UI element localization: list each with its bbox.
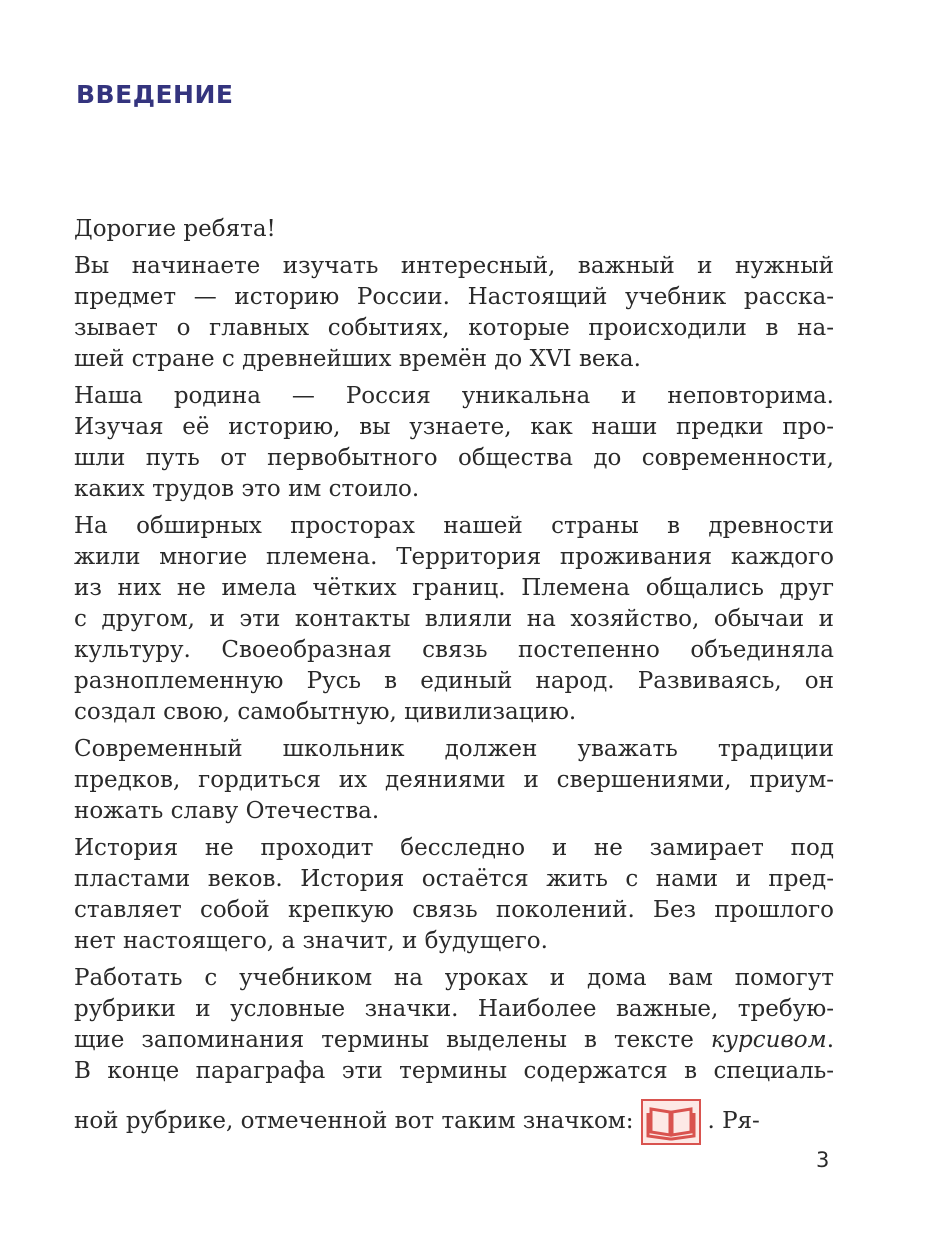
text-line: Работать с учебником на уроках и дома вам помогут	[74, 965, 834, 991]
body-text	[38, 214, 834, 1155]
paragraph-6	[38, 963, 834, 1149]
text-line: с другом, и эти контакты влияли на хозяйство, обычаи и	[74, 606, 834, 632]
text-line: создал свою, самобытную, цивилизацию.	[74, 699, 577, 725]
text-line: культуру. Своеобразная связь постепенно объединяла	[74, 637, 834, 663]
paragraph-3	[38, 511, 834, 728]
text-line: пластами веков. История остаётся жить с нами и пред-	[74, 866, 834, 892]
italic-term: курсивом	[710, 1027, 827, 1053]
paragraph-4	[38, 734, 834, 827]
text-fragment: . Ря-	[707, 1108, 760, 1134]
text-fragment: ной рубрике, отмеченной вот таким значком:	[74, 1108, 634, 1134]
text-line: шей стране с древнейших времён до XVI века.	[74, 346, 641, 372]
text-line-with-icon	[38, 1099, 834, 1149]
text-line: На обширных просторах нашей страны в древности	[74, 513, 834, 539]
text-line: зывает о главных событиях, которые происходили в на-	[74, 315, 834, 341]
text-line: предков, гордиться их деяниями и свершениями, приум-	[74, 767, 834, 793]
page-title: ВВЕДЕНИЕ	[76, 80, 234, 109]
text-line: нет настоящего, а значит, и будущего.	[74, 928, 548, 954]
text-line: Современный школьник должен уважать традиции	[74, 736, 834, 762]
paragraph-2	[38, 381, 834, 505]
text-line: предмет — историю России. Настоящий учебник расска-	[74, 284, 834, 310]
text-line: рубрики и условные значки. Наиболее важные, требую-	[74, 996, 834, 1022]
text-line: жили многие племена. Территория проживания каждого	[74, 544, 834, 570]
text-line: разноплеменную Русь в единый народ. Развиваясь, он	[74, 668, 834, 694]
text-line: Изучая её историю, вы узнаете, как наши предки про-	[74, 414, 834, 440]
greeting	[38, 214, 834, 245]
text-line: шли путь от первобытного общества до современности,	[74, 445, 834, 471]
text-line: В конце параграфа эти термины содержатся в специаль-	[74, 1058, 834, 1084]
page-number: 3	[816, 1148, 830, 1172]
book-icon	[641, 1099, 701, 1145]
text-line	[38, 1025, 834, 1056]
text-line: из них не имела чётких границ. Племена общались друг	[74, 575, 834, 601]
text-fragment: щие запоминания термины выделены в тексте	[74, 1027, 694, 1053]
text-line: ставляет собой крепкую связь поколений. Без прошлого	[74, 897, 834, 923]
paragraph-1	[38, 251, 834, 375]
text-line: Наша родина — Россия уникальна и неповторима.	[74, 383, 834, 409]
text-line: ножать славу Отечества.	[74, 798, 380, 824]
greeting-line: Дорогие ребята!	[74, 216, 276, 242]
paragraph-5	[38, 833, 834, 957]
text-line: каких трудов это им стоило.	[74, 476, 420, 502]
text-fragment: .	[826, 1027, 835, 1053]
text-line: Вы начинаете изучать интересный, важный и нужный	[74, 253, 834, 279]
text-line: История не проходит бесследно и не замирает под	[74, 835, 834, 861]
